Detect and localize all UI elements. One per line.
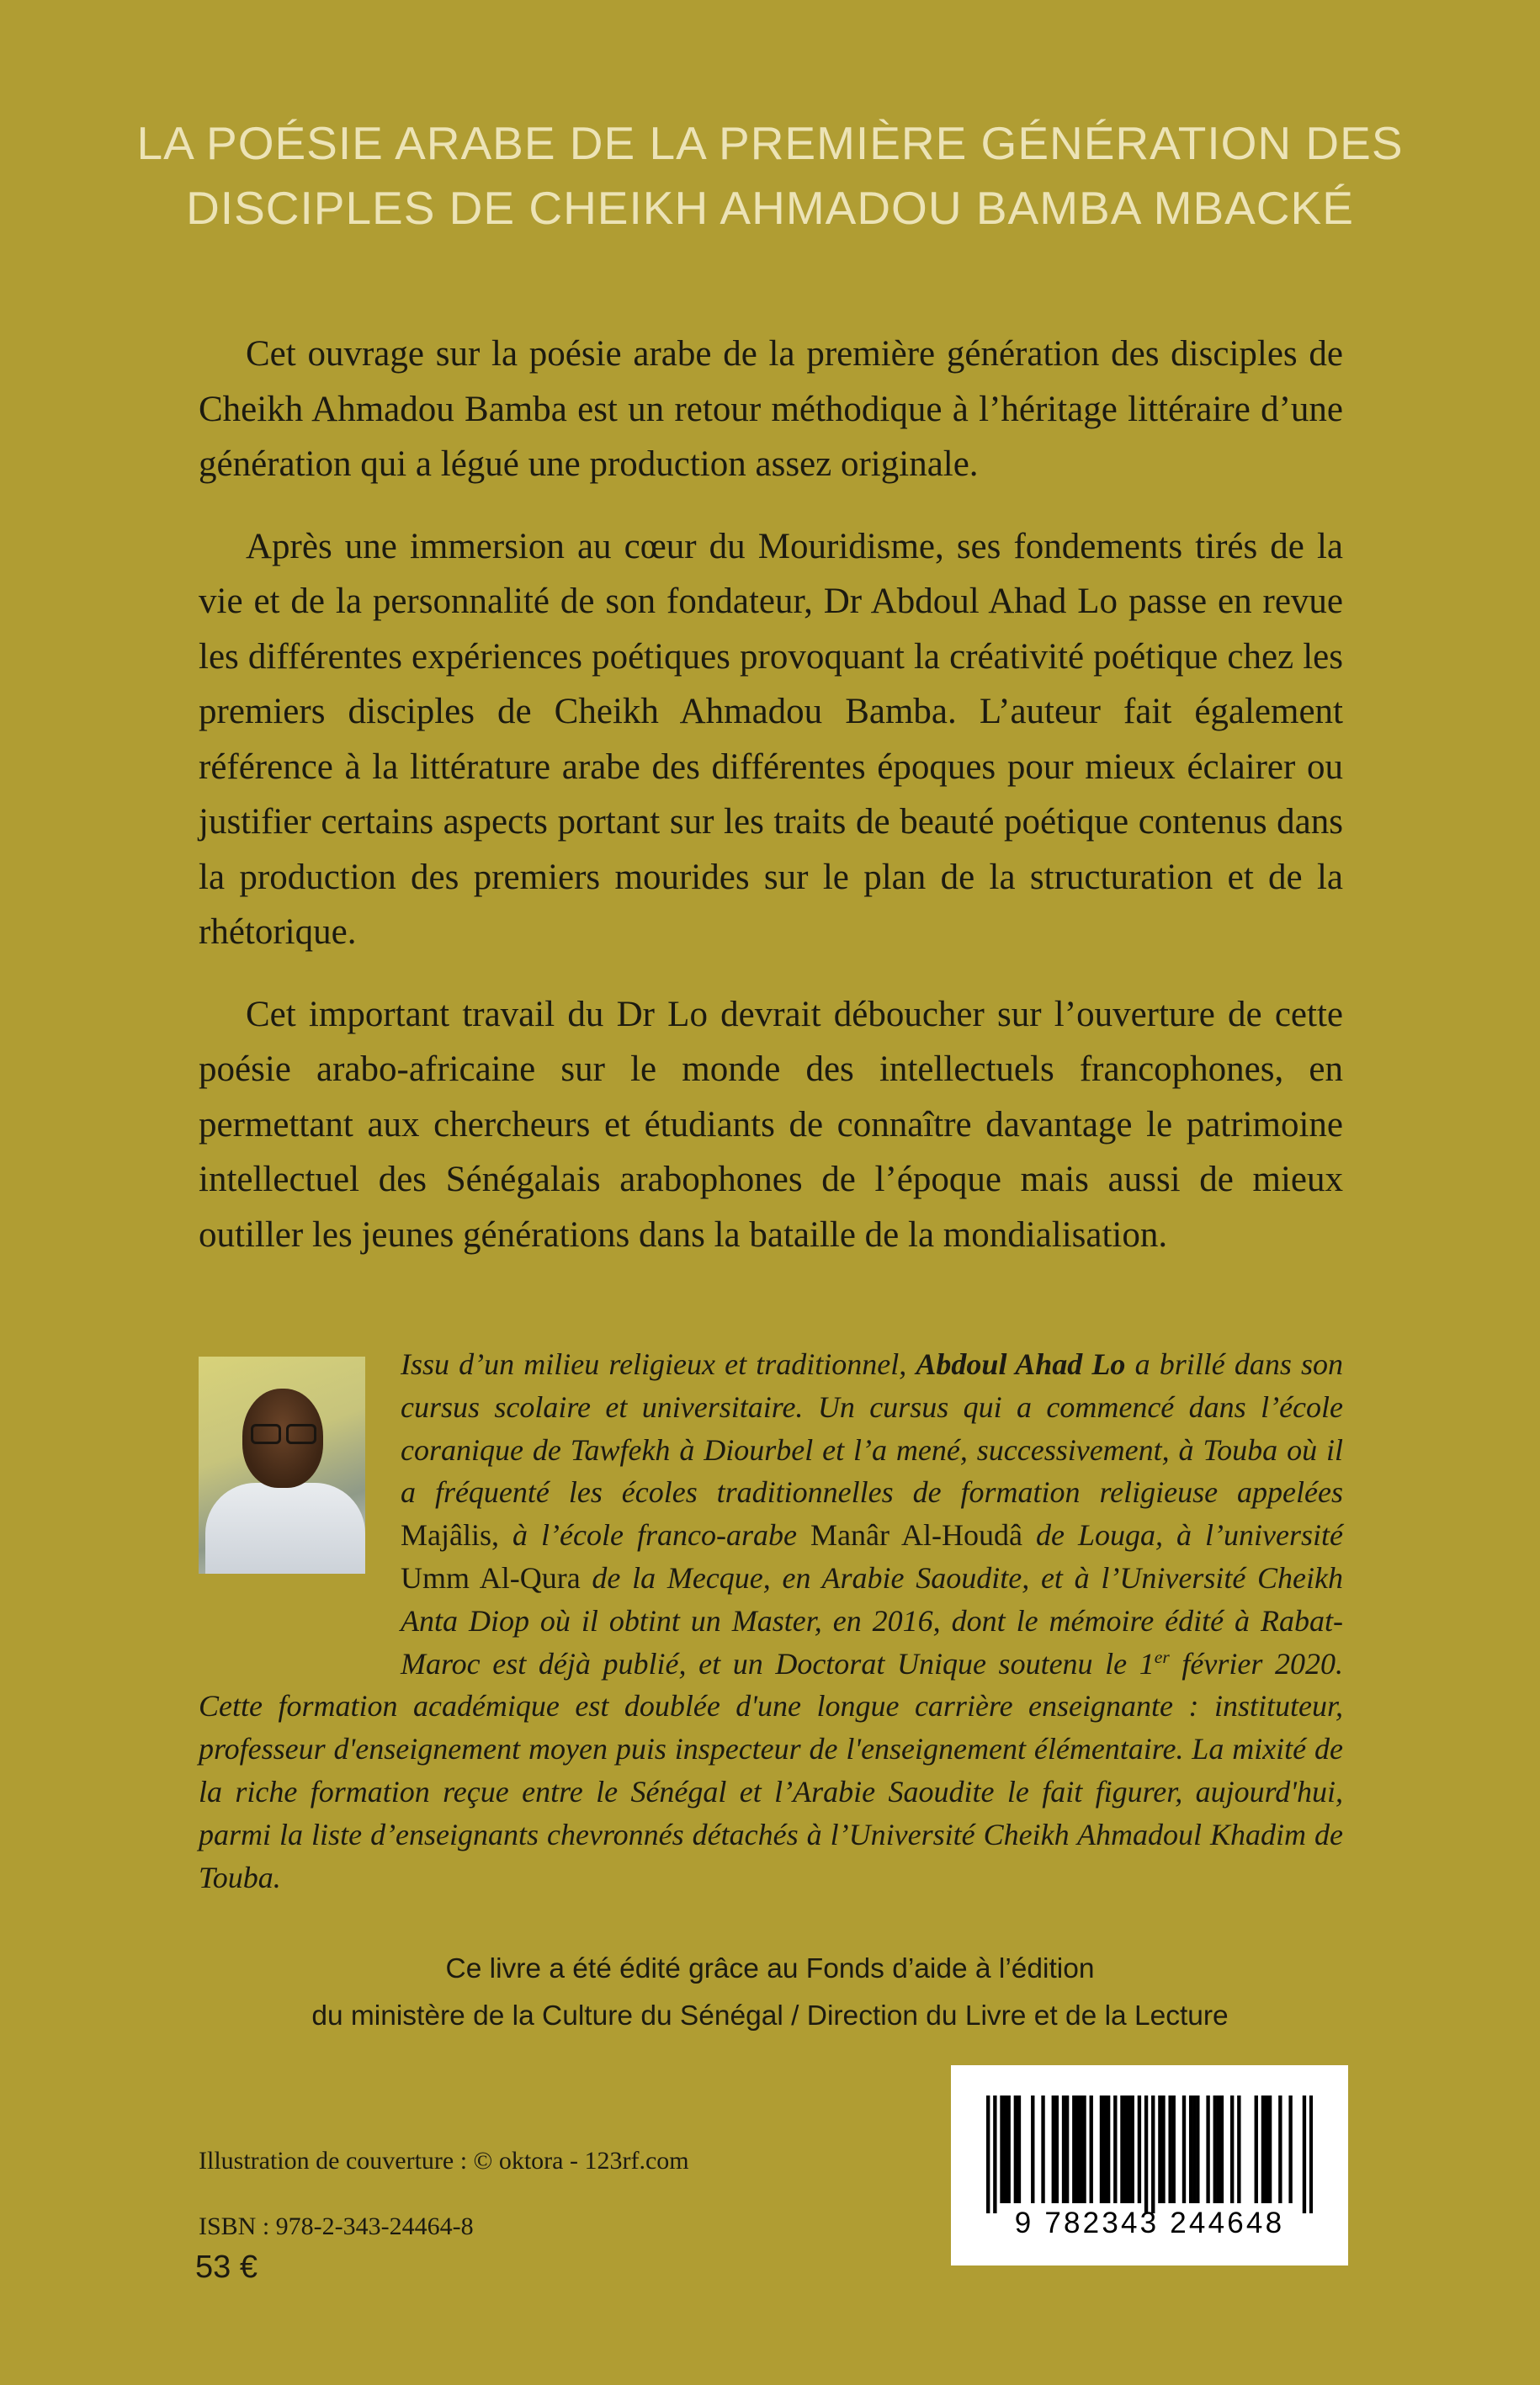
barcode-bar	[1041, 2096, 1044, 2203]
author-biography: Issu d’un milieu religieux et traditionnel, Abdoul Ahad Lo a brillé dans son cursus scolaire et universitaire. Un cursus qui a commencé dans l’école coranique de Tawfekh à Diourbel et l’a mené, successivement, à Touba où il a fréquenté les écoles traditionnelles de formation religieuse appelées Majâlis, à l’école franco-arabe Manâr Al-Houdâ de Louga, à l’université Umm Al-Qura de la Mecque, en Arabie Saoudite, et à l’Université Cheikh Anta Diop où il obtint un Master, en 2016, dont le mémoire édité à Rabat-Maroc est déjà publié, et un Doctorat Unique soutenu le 1er février 2020. Cette formation académique est doublée d'une longue carrière enseignante : instituteur, professeur d'enseignement moyen puis inspecteur de l'enseignement élémentaire. La mixité de la riche formation reçue entre le Sénégal et l’Arabie Saoudite le fait figurer, aujourd'hui, parmi la liste d’enseignants chevronnés détachés à l’Université Cheikh Ahmadoul Khadim de Touba.	[199, 1347, 1344, 1894]
barcode-bar	[1265, 2096, 1268, 2203]
book-title	[101, 111, 1439, 241]
book-title-line-2: DISCIPLES DE CHEIKH AHMADOU BAMBA MBACKÉ	[186, 182, 1354, 234]
price: 53 €	[195, 2250, 258, 2285]
barcode-bar	[1031, 2096, 1034, 2203]
barcode-bar	[1052, 2096, 1055, 2203]
barcode-bar	[1206, 2096, 1209, 2203]
barcode-number: 9 782343 244648	[1014, 2207, 1285, 2239]
barcode-bar	[1107, 2096, 1110, 2203]
barcode-bar	[1278, 2096, 1282, 2203]
synopsis-paragraph-1: Cet ouvrage sur la poésie arabe de la première génération des disciples de Cheikh Ahmadou Bamba est un retour méthodique à l’héritage littéraire d’une génération qui a légué une production assez originale.	[199, 334, 1343, 484]
barcode-bar	[993, 2096, 996, 2213]
barcode-bar	[1100, 2096, 1103, 2203]
barcode-bar	[1196, 2096, 1199, 2203]
barcode-bar	[986, 2096, 990, 2213]
barcode-bar	[1158, 2096, 1161, 2203]
barcode-bar	[1168, 2096, 1171, 2203]
illustration-credit: Illustration de couverture : © oktora - 123rf.com	[199, 2147, 689, 2175]
barcode-bar	[1123, 2096, 1127, 2203]
barcode-bar	[1230, 2096, 1234, 2203]
barcode-bar	[1082, 2096, 1086, 2203]
barcode-bar	[1072, 2096, 1075, 2203]
barcode-bar	[1288, 2096, 1292, 2203]
barcode-bar	[1055, 2096, 1059, 2203]
author-name: Abdoul Ahad Lo	[916, 1347, 1126, 1381]
barcode-bar	[1138, 2096, 1141, 2203]
barcode-bars	[986, 2096, 1313, 2213]
barcode-bar	[1189, 2096, 1192, 2203]
isbn: ISBN : 978-2-343-24464-8	[199, 2212, 474, 2240]
barcode-bar	[1113, 2096, 1117, 2203]
barcode-bar	[1003, 2096, 1006, 2203]
barcode-bar	[1090, 2096, 1093, 2203]
barcode-bar	[1017, 2096, 1021, 2203]
barcode-bar	[1144, 2096, 1148, 2213]
barcode-bar	[1120, 2096, 1123, 2203]
barcode-bar	[1062, 2096, 1065, 2203]
barcode-bar	[1079, 2096, 1082, 2203]
barcode-bar	[1213, 2096, 1217, 2203]
barcode-bar	[1131, 2096, 1134, 2203]
barcode-bar	[1103, 2096, 1107, 2203]
barcode	[951, 2065, 1348, 2265]
barcode-bar	[1220, 2096, 1224, 2203]
synopsis	[199, 327, 1343, 1289]
barcode-bar	[1000, 2096, 1003, 2203]
barcode-bar	[1268, 2096, 1272, 2203]
barcode-bar	[1237, 2096, 1240, 2203]
barcode-bar	[1303, 2096, 1306, 2213]
barcode-bar	[1172, 2096, 1176, 2203]
barcode-bar	[1161, 2096, 1165, 2203]
book-title-line-1: LA POÉSIE ARABE DE LA PREMIÈRE GÉNÉRATION DES	[136, 117, 1404, 169]
synopsis-paragraph-2: Après une immersion au cœur du Mouridisme, ses fondements tirés de la vie et de la personnalité de son fondateur, Dr Abdoul Ahad Lo passe en revue les différentes expériences poétiques provoquant la créativité poétique chez les premiers disciples de Cheikh Ahmadou Bamba. L’auteur fait également référence à la littérature arabe des différentes époques pour mieux éclairer ou justifier certains aspects portant sur les traits de beauté poétique contenus dans la production des premiers mourides sur le plan de la structuration et de la rhétorique.	[199, 526, 1343, 952]
barcode-bar	[1007, 2096, 1011, 2203]
barcode-bar	[1309, 2096, 1313, 2213]
barcode-bar	[1217, 2096, 1220, 2203]
barcode-bar	[1075, 2096, 1079, 2203]
barcode-bar	[1261, 2096, 1265, 2203]
barcode-bar	[1255, 2096, 1258, 2203]
barcode-bar	[1014, 2096, 1017, 2203]
barcode-bar	[1065, 2096, 1069, 2203]
barcode-bar	[1182, 2096, 1186, 2203]
publishing-credit: Ce livre a été édité grâce au Fonds d’aide à l’édition du ministère de la Culture du Sénégal / Direction du Livre et de la Lecture	[311, 1953, 1229, 2032]
barcode-bar	[1192, 2096, 1196, 2203]
barcode-bar	[1151, 2096, 1155, 2213]
barcode-bar	[1127, 2096, 1130, 2203]
synopsis-paragraph-3: Cet important travail du Dr Lo devrait déboucher sur l’ouverture de cette poésie arabo-africaine sur le monde des intellectuels francophones, en permettant aux chercheurs et étudiants de connaître davantage le patrimoine intellectuel des Sénégalais arabophones de l’époque mais aussi de mieux outiller les jeunes générations dans la bataille de la mondialisation.	[199, 994, 1343, 1255]
